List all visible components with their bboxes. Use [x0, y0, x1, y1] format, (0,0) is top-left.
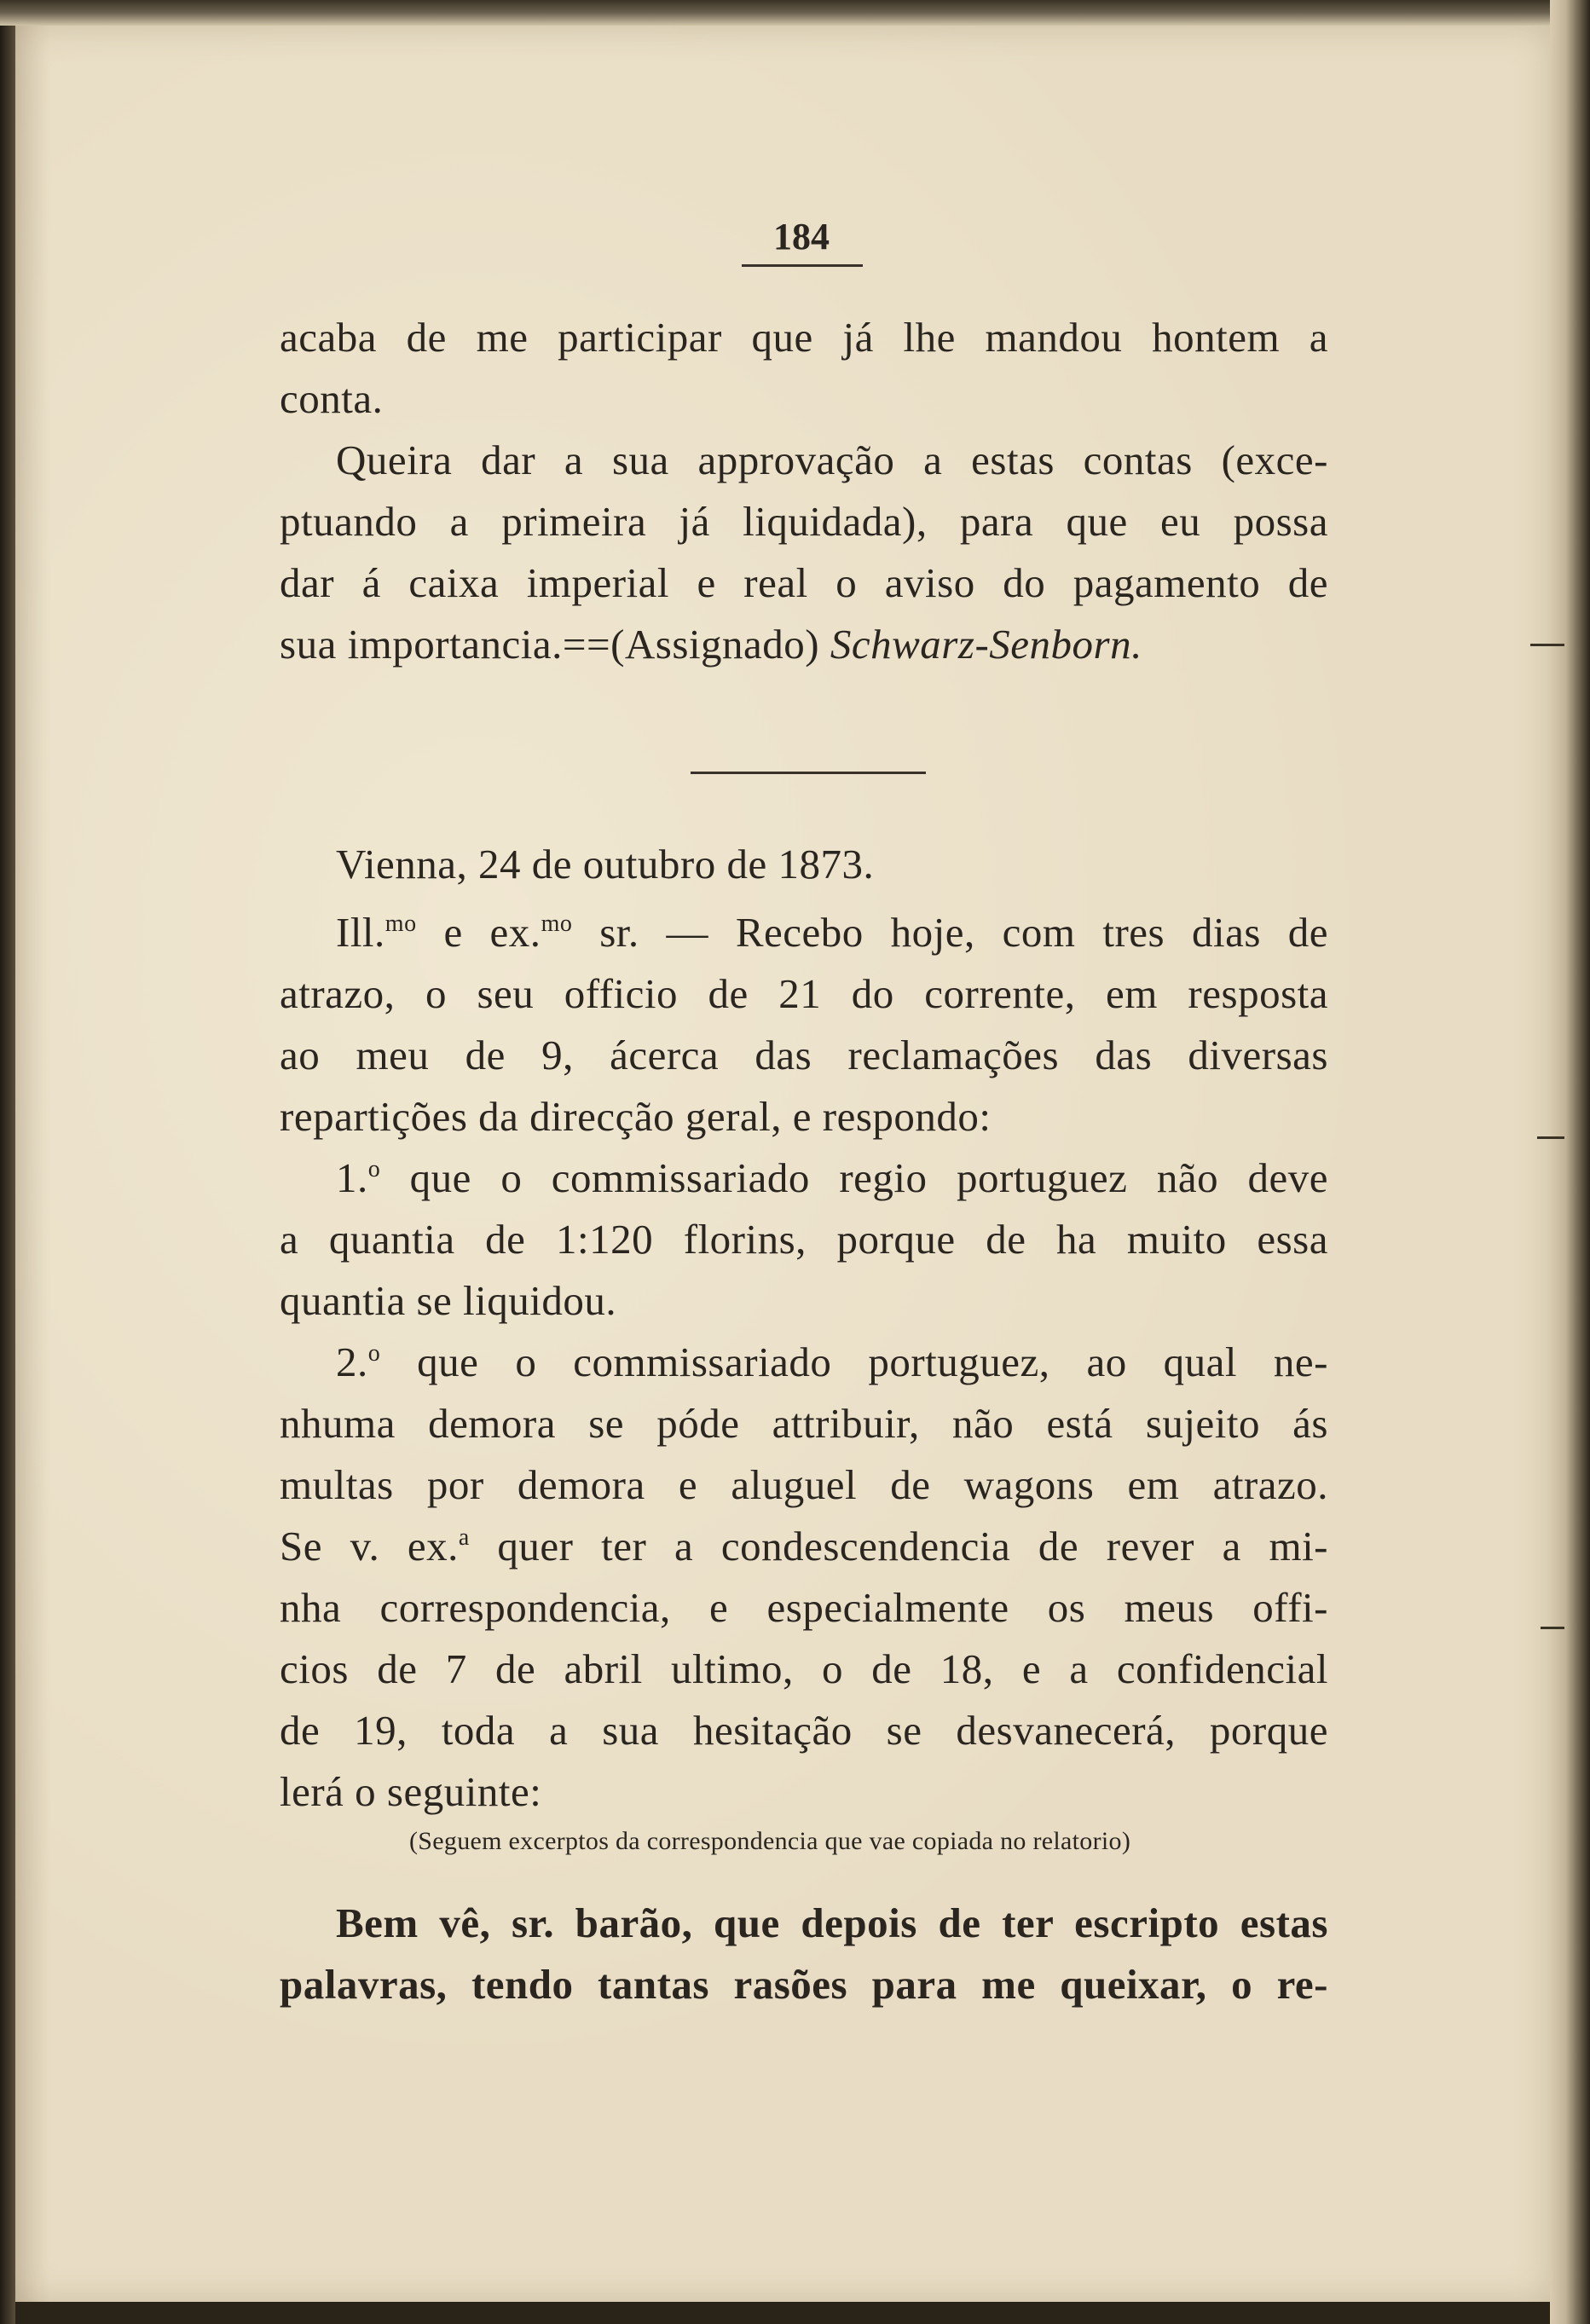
- superscript: a: [458, 1524, 470, 1551]
- page-edge-right: [1550, 0, 1590, 2324]
- text-span: que o commissariado regio portuguez não deve: [380, 1154, 1328, 1201]
- text-line: repartições da direcção geral, e respondo:: [280, 1093, 992, 1140]
- page-edge-left: [0, 0, 15, 2324]
- text-line: quantia se liquidou.: [280, 1277, 617, 1324]
- text-span: Se v. ex.: [280, 1523, 459, 1570]
- text-line: [336, 1332, 1328, 1393]
- text-span: 1.: [336, 1154, 368, 1201]
- margin-mark: [1541, 1627, 1564, 1629]
- text-line: de 19, toda a sua hesitação se desvanecerá, porque: [280, 1707, 1328, 1754]
- text-line: ptuando a primeira já liquidada), para que eu possa: [280, 498, 1328, 545]
- letter-place-date: Vienna, 24 de outubro de 1873.: [336, 841, 875, 887]
- text-line: ao meu de 9, ácerca das reclamações das diversas: [280, 1032, 1328, 1078]
- text-line: [280, 1516, 1328, 1577]
- superscript: o: [367, 1340, 381, 1367]
- text-line: multas por demora e aluguel de wagons em atrazo.: [280, 1461, 1328, 1508]
- text-line: [336, 902, 1328, 963]
- text-line: acaba de me participar que já lhe mandou hontem a: [280, 314, 1328, 361]
- text-line: conta.: [280, 375, 384, 422]
- text-span: quer ter a condescendencia de rever a mi-: [469, 1523, 1328, 1570]
- text-span: e ex.: [416, 909, 541, 956]
- text-span: Ill.: [336, 909, 385, 956]
- editorial-note: (Seguem excerptos da correspondencia que vae copiada no relatorio): [409, 1827, 1131, 1855]
- text-line: dar á caixa imperial e real o aviso do pagamento de: [280, 559, 1328, 606]
- text-line: atrazo, o seu officio de 21 do corrente, em resposta: [280, 970, 1328, 1017]
- margin-mark: [1530, 644, 1564, 646]
- text-span: que o commissariado portuguez, ao qual ne-: [380, 1338, 1328, 1385]
- page-number-rule: [742, 264, 863, 267]
- margin-mark: [1537, 1136, 1564, 1139]
- text-line: cios de 7 de abril ultimo, o de 18, e a confidencial: [280, 1645, 1328, 1692]
- superscript: o: [367, 1156, 381, 1182]
- text-line: [336, 1148, 1328, 1209]
- text-line: nha correspondencia, e especialmente os meus offi-: [280, 1584, 1328, 1631]
- page-edge-top: [0, 0, 1590, 26]
- text-line: lerá o seguinte:: [280, 1768, 542, 1815]
- text-line: Queira dar a sua approvação a estas contas (exce-: [336, 436, 1328, 483]
- text-line: a quantia de 1:120 florins, porque de ha muito essa: [280, 1216, 1328, 1263]
- text-span: 2.: [336, 1338, 368, 1385]
- signature-name: Schwarz-Senborn.: [830, 621, 1142, 668]
- section-divider: [691, 772, 926, 774]
- text-span: sr. — Recebo hoje, com tres dias de: [572, 909, 1329, 956]
- text-line: nhuma demora se póde attribuir, não está sujeito ás: [280, 1400, 1328, 1447]
- text-span: sua importancia.==(Assignado): [280, 621, 830, 668]
- page-number: 184: [773, 216, 830, 257]
- text-line: Bem vê, sr. barão, que depois de ter escripto estas: [336, 1899, 1328, 1946]
- text-line: [280, 614, 1142, 675]
- superscript: mo: [541, 911, 573, 937]
- superscript: mo: [384, 911, 417, 937]
- text-line: palavras, tendo tantas rasões para me queixar, o re-: [280, 1961, 1328, 2008]
